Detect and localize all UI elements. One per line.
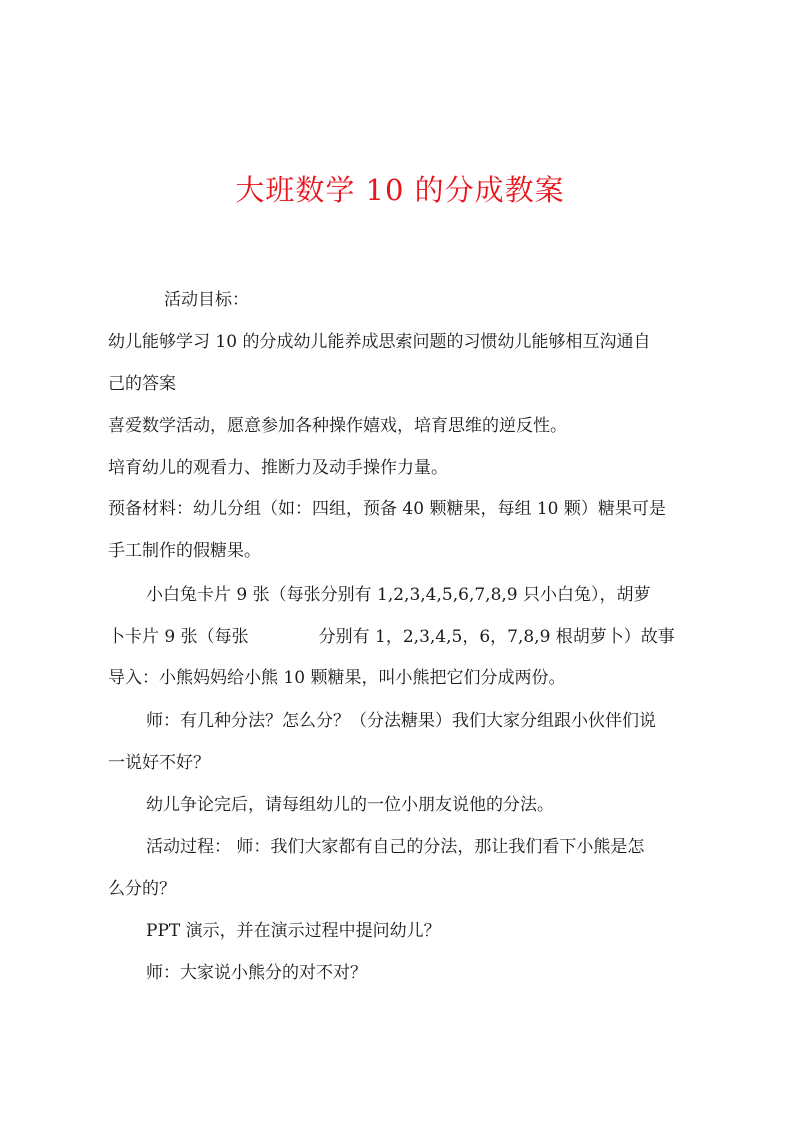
- text-line: 幼儿争论完后，请每组幼儿的一位小朋友说他的分法。: [146, 795, 554, 815]
- text-line: 己的答案: [108, 374, 176, 394]
- text-line: 喜爱数学活动，愿意参加各种操作嬉戏，培育思维的逆反性。: [108, 416, 567, 436]
- text-line: 导入：小熊妈妈给小熊 10 颗糖果，叫小熊把它们分成两份。: [108, 668, 566, 688]
- text-line: 活动目标：: [164, 290, 249, 310]
- text-line: 手工制作的假糖果。: [108, 541, 261, 561]
- text-segment: 卜卡片 9 张（每张: [108, 627, 249, 647]
- text-line: 幼儿能够学习 10 的分成幼儿能养成思索问题的习惯幼儿能够相互沟通自: [108, 332, 651, 352]
- text-line: 预备材料：幼儿分组（如：四组，预备 40 颗糖果，每组 10 颗）糖果可是: [108, 499, 666, 519]
- text-line: 师：大家说小熊分的对不对？: [146, 963, 367, 983]
- text-line: PPT 演示，并在演示过程中提问幼儿？: [146, 921, 441, 941]
- text-line: 么分的？: [108, 879, 176, 899]
- text-line: 活动过程： 师：我们大家都有自己的分法，那让我们看下小熊是怎: [146, 837, 645, 857]
- text-segment: 分别有 1，2,3,4,5，6，7,8,9 根胡萝卜）故事: [318, 627, 675, 647]
- text-line: 培育幼儿的观看力、推断力及动手操作力量。: [108, 458, 448, 478]
- document-title: 大班数学 10 的分成教案: [235, 173, 565, 207]
- text-line: 一说好不好？: [108, 753, 210, 773]
- text-line: 师：有几种分法？怎么分？（分法糖果）我们大家分组跟小伙伴们说: [146, 711, 656, 731]
- text-line: 小白兔卡片 9 张（每张分别有 1,2,3,4,5,6,7,8,9 只小白兔），胡萝: [146, 585, 651, 605]
- text-line: [108, 625, 675, 649]
